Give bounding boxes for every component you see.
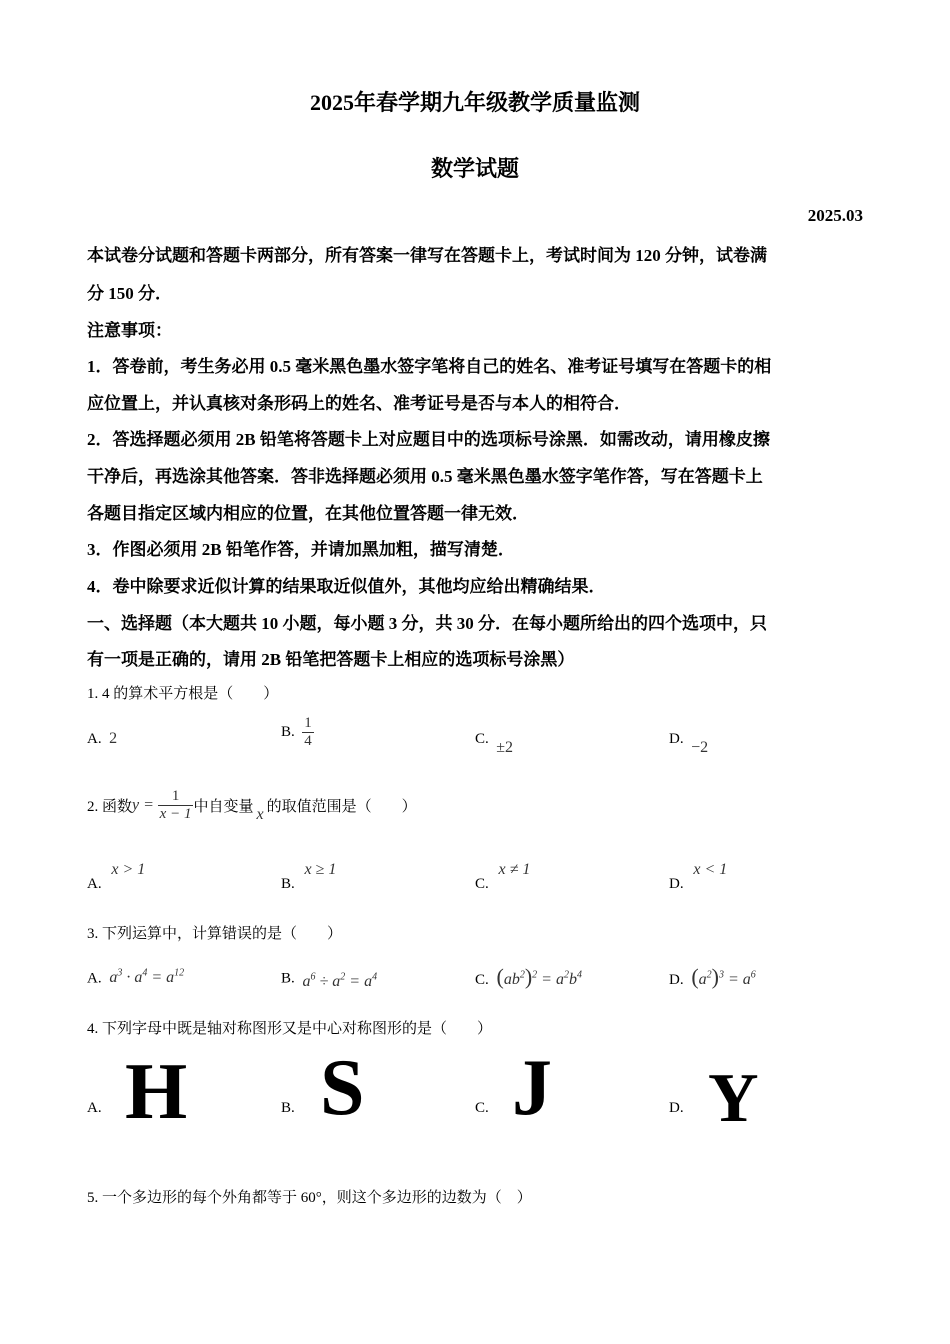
note-4: 4．卷中除要求近似计算的结果取近似值外，其他均应给出精确结果． [87,577,606,596]
stem-mid: 中自变量 [193,799,254,815]
question-1-option-b [281,715,314,750]
option-label: C. [475,972,489,988]
question-4-stem: 4. 下列字母中既是轴对称图形又是中心对称图形的是（ ） [87,1021,493,1037]
section-1-line-2: 有一项是正确的，请用 2B 铅笔把答题卡上相应的选项标号涂黑） [87,650,575,669]
option-value: x ≠ 1 [498,861,531,878]
option-value: ±2 [496,739,514,756]
letter-s-figure: S [320,1044,365,1132]
option-value: x < 1 [693,861,728,878]
note-1-line-2: 应位置上，并认真核对条形码上的姓名、准考证号是否与本人的相符合． [87,394,631,413]
letter-h-figure: H [125,1048,188,1136]
option-value: −2 [691,739,709,756]
option-expression: $(a^2)^3 = a^6$ [691,964,756,989]
question-2-option-a [87,861,146,893]
note-2-line-1: 2．答选择题必须用 2B 铅笔将答题卡上对应题目中的选项标号涂黑．如需改动，请用橡皮擦 [87,430,770,449]
option-label: A. [87,731,102,747]
question-2-option-d [669,861,728,893]
exam-date: 2025.03 [807,206,863,225]
question-2-stem [87,788,417,823]
option-label: B. [281,876,295,892]
question-4-option-a: A. [87,1100,102,1116]
question-4-option-b: B. [281,1100,295,1116]
option-expression: $a^3 \cdot a^4 = a^{12}$ [105,968,185,987]
question-4-option-d: D. [669,1100,684,1116]
notes-heading: 注意事项： [87,321,172,340]
stem-x: x [256,805,264,823]
option-value: 2 [109,730,118,747]
exam-title: 2025年春学期九年级教学质量监测 [309,90,640,115]
letter-j-figure: J [512,1044,552,1132]
question-2-option-c [475,861,531,893]
option-label: D. [669,972,684,988]
option-value: x > 1 [111,861,146,878]
question-1-option-a [87,730,117,748]
option-label: D. [669,876,684,892]
option-label: A. [87,876,102,892]
option-expression: $(ab^2)^2 = a^2b^4$ [496,964,582,989]
option-label: C. [475,731,489,747]
question-4-option-c: C. [475,1100,489,1116]
question-3-stem: 3. 下列运算中，计算错误的是（ ） [87,926,343,942]
question-1-option-c [475,730,514,756]
stem-prefix: 2. 函数 [87,799,133,815]
option-value: x ≥ 1 [304,861,337,878]
question-2-option-b [281,861,337,893]
note-2-line-2: 干净后，再选涂其他答案．答非选择题必须用 0.5 毫米黑色墨水签字笔作答，写在答题卡上 [87,467,763,486]
fraction-one-over-x-minus-1: $\frac{1}{x - 1}$ [159,788,192,822]
exam-subtitle: 数学试题 [430,156,519,181]
stem-suffix: 的取值范围是（ ） [266,799,417,815]
intro-line-2: 分 150 分． [87,284,172,303]
section-1-line-1: 一、选择题（本大题共 10 小题，每小题 3 分，共 30 分．在每小题所给出的四个选项中，只 [87,614,767,633]
intro-line-1: 本试卷分试题和答题卡两部分，所有答案一律写在答题卡上，考试时间为 120 分钟，试卷满 [87,246,767,265]
question-5-stem: 5. 一个多边形的每个外角都等于 60°，则这个多边形的边数为（ ） [87,1190,532,1206]
option-label: D. [669,731,684,747]
question-3-option-a [87,968,184,987]
option-label: C. [475,876,489,892]
stem-y: y = [132,796,154,814]
note-3: 3．作图必须用 2B 铅笔作答，并请加黑加粗，描写清楚． [87,540,515,559]
option-label: B. [281,970,295,987]
note-1-line-1: 1．答卷前，考生务必用 0.5 毫米黑色墨水签字笔将自己的姓名、准考证号填写在答题卡的相 [87,357,772,376]
question-3-option-b [281,968,378,991]
note-2-line-3: 各题目指定区域内相应的位置，在其他位置答题一律无效． [87,504,529,523]
fraction-one-quarter: $\frac{1}{4}$ [304,715,312,749]
question-3-option-c [475,964,582,990]
option-label: A. [87,970,102,987]
question-1-option-d [669,730,709,756]
option-expression: $a^6 \div a^2 = a^4$ [298,972,378,991]
question-1-stem: 1. 4 的算术平方根是（ ） [87,686,279,702]
question-3-option-d [669,964,756,990]
option-label: B. [281,724,295,740]
letter-y-figure: Y [708,1060,759,1137]
